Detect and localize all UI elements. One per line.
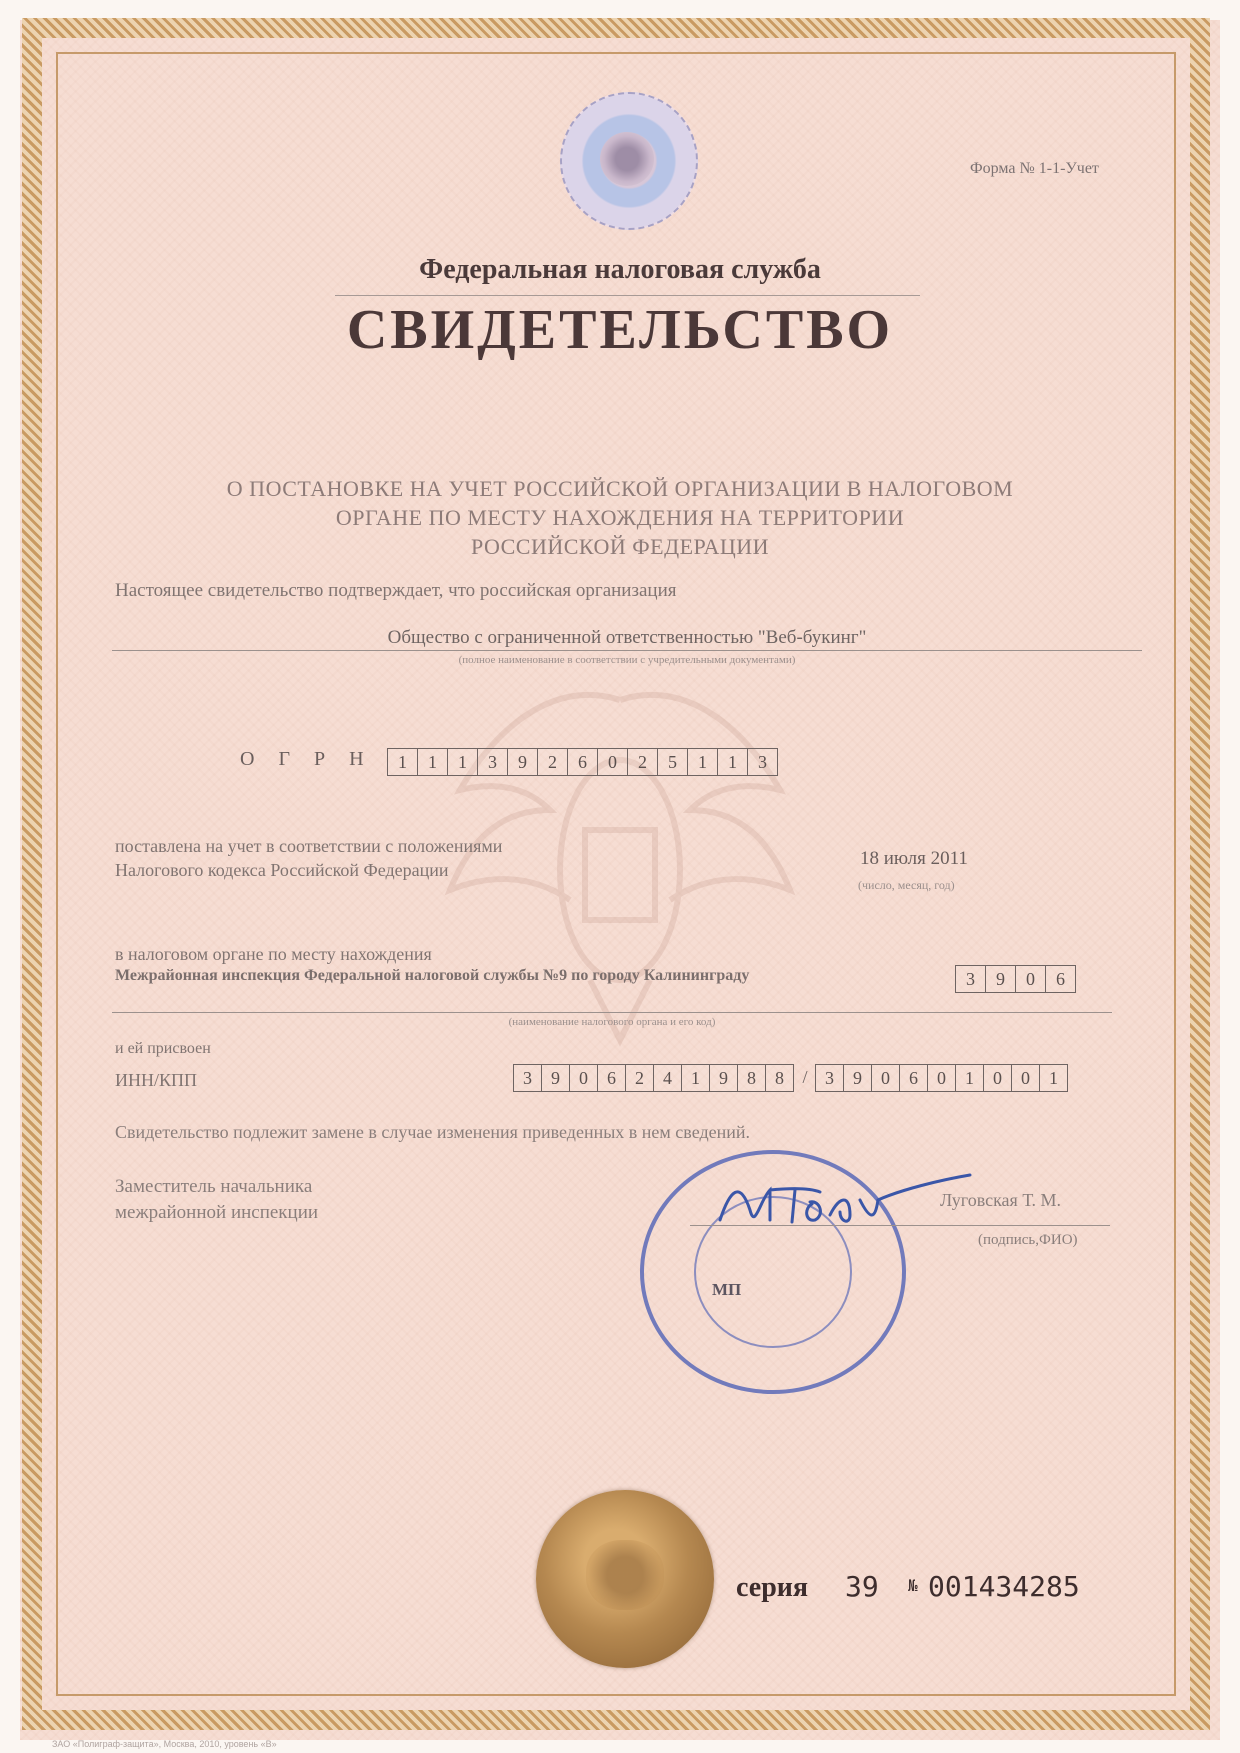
- ogrn-digit: 3: [477, 748, 508, 776]
- document-subtitle: О ПОСТАНОВКЕ НА УЧЕТ РОССИЙСКОЙ ОРГАНИЗАЦИИ В НАЛОГОВОМ ОРГАНЕ ПО МЕСТУ НАХОЖДЕНИЯ НА ТЕРРИТОРИИ РОССИЙСКОЙ ФЕДЕРАЦИИ: [226, 476, 1014, 559]
- authority-code-digit: 0: [1015, 965, 1046, 993]
- number-sign: №: [908, 1576, 918, 1595]
- inn-kpp-label: ИНН/КПП: [115, 1070, 198, 1090]
- signatory-position: Заместитель начальника: [115, 1176, 313, 1197]
- ogrn-digit: 6: [567, 748, 598, 776]
- ogrn-digits: [388, 748, 778, 776]
- authority-label: в налоговом органе по месту нахождения: [115, 944, 432, 964]
- inn-digit: 2: [625, 1064, 654, 1092]
- inn-digit: 4: [653, 1064, 682, 1092]
- agency-name: Федеральная налоговая служба: [419, 254, 821, 285]
- authority-code-digit: 6: [1045, 965, 1076, 993]
- inn-digit: 8: [737, 1064, 766, 1092]
- organization-name: Общество с ограниченной ответственностью "Веб-букинг": [387, 627, 867, 648]
- ogrn-digit: 0: [597, 748, 628, 776]
- ogrn-digit: 3: [747, 748, 778, 776]
- inn-digit: 9: [541, 1064, 570, 1092]
- inn-digit: 6: [597, 1064, 626, 1092]
- ogrn-label: ОГРН: [240, 748, 388, 770]
- inn-digit: 8: [765, 1064, 794, 1092]
- document-title: СВИДЕТЕЛЬСТВО: [346, 299, 894, 361]
- kpp-digit: 0: [983, 1064, 1012, 1092]
- authority-code-digit: 3: [955, 965, 986, 993]
- registration-date: 18 июля 2011: [860, 848, 968, 869]
- ogrn-digit: 2: [537, 748, 568, 776]
- ogrn-digit: 2: [627, 748, 658, 776]
- ogrn-digit: 1: [687, 748, 718, 776]
- stamp-mark: МП: [712, 1280, 742, 1299]
- divider: [335, 295, 920, 296]
- divider: [112, 1012, 1112, 1013]
- kpp-digit: 6: [899, 1064, 928, 1092]
- printer-imprint: ЗАО «Полиграф-защита», Москва, 2010, уровень «В»: [52, 1739, 277, 1749]
- assigned-label: и ей присвоен: [115, 1040, 211, 1057]
- kpp-digit: 1: [1039, 1064, 1068, 1092]
- form-code: Форма № 1-1-Учет: [970, 160, 1099, 177]
- registration-text: Налогового кодекса Российской Федерации: [115, 860, 449, 880]
- registration-text: поставлена на учет в соответствии с положениями: [115, 836, 503, 856]
- date-note: (число, месяц, год): [858, 878, 955, 892]
- divider: [112, 650, 1142, 651]
- inn-digit: 0: [569, 1064, 598, 1092]
- ogrn-digit: 1: [447, 748, 478, 776]
- authority-code: [956, 965, 1076, 993]
- divider: [690, 1225, 1110, 1226]
- signatory-position: межрайонной инспекции: [115, 1202, 319, 1223]
- authority-name: Межрайонная инспекция Федеральной налоговой службы №9 по городу Калининграду: [115, 967, 750, 984]
- ogrn-digit: 1: [417, 748, 448, 776]
- ogrn-digit: 1: [387, 748, 418, 776]
- kpp-digit: 9: [843, 1064, 872, 1092]
- authority-note: (наименование налогового органа и его код): [508, 1016, 716, 1028]
- inn-digit: 9: [709, 1064, 738, 1092]
- ogrn-digit: 5: [657, 748, 688, 776]
- kpp-digit: 1: [955, 1064, 984, 1092]
- coat-of-arms-icon: [600, 132, 654, 186]
- ogrn-digit: 9: [507, 748, 538, 776]
- replacement-note: Свидетельство подлежит замене в случае изменения приведенных в нем сведений.: [115, 1122, 750, 1142]
- seal-eagle-icon: [586, 1540, 664, 1610]
- kpp-digit: 0: [927, 1064, 956, 1092]
- inn-digit: 3: [513, 1064, 542, 1092]
- kpp-digit: 0: [1011, 1064, 1040, 1092]
- inn-kpp-separator: /: [802, 1067, 808, 1087]
- serial-number: 001434285: [928, 1570, 1080, 1603]
- inn-digit: 1: [681, 1064, 710, 1092]
- kpp-digit: 0: [871, 1064, 900, 1092]
- ogrn-digit: 1: [717, 748, 748, 776]
- confirm-text: Настоящее свидетельство подтверждает, что российская организация: [115, 580, 677, 601]
- series-number: 39: [845, 1570, 879, 1603]
- authority-code-digit: 9: [985, 965, 1016, 993]
- kpp-digit: 3: [815, 1064, 844, 1092]
- organization-note: (полное наименование в соответствии с учредительными документами): [458, 654, 796, 666]
- signature-note: (подпись,ФИО): [978, 1232, 1078, 1248]
- series-label: серия: [736, 1572, 809, 1603]
- inn-kpp-digits: [514, 1064, 1068, 1092]
- signatory-name: Луговская Т. М.: [940, 1190, 1062, 1210]
